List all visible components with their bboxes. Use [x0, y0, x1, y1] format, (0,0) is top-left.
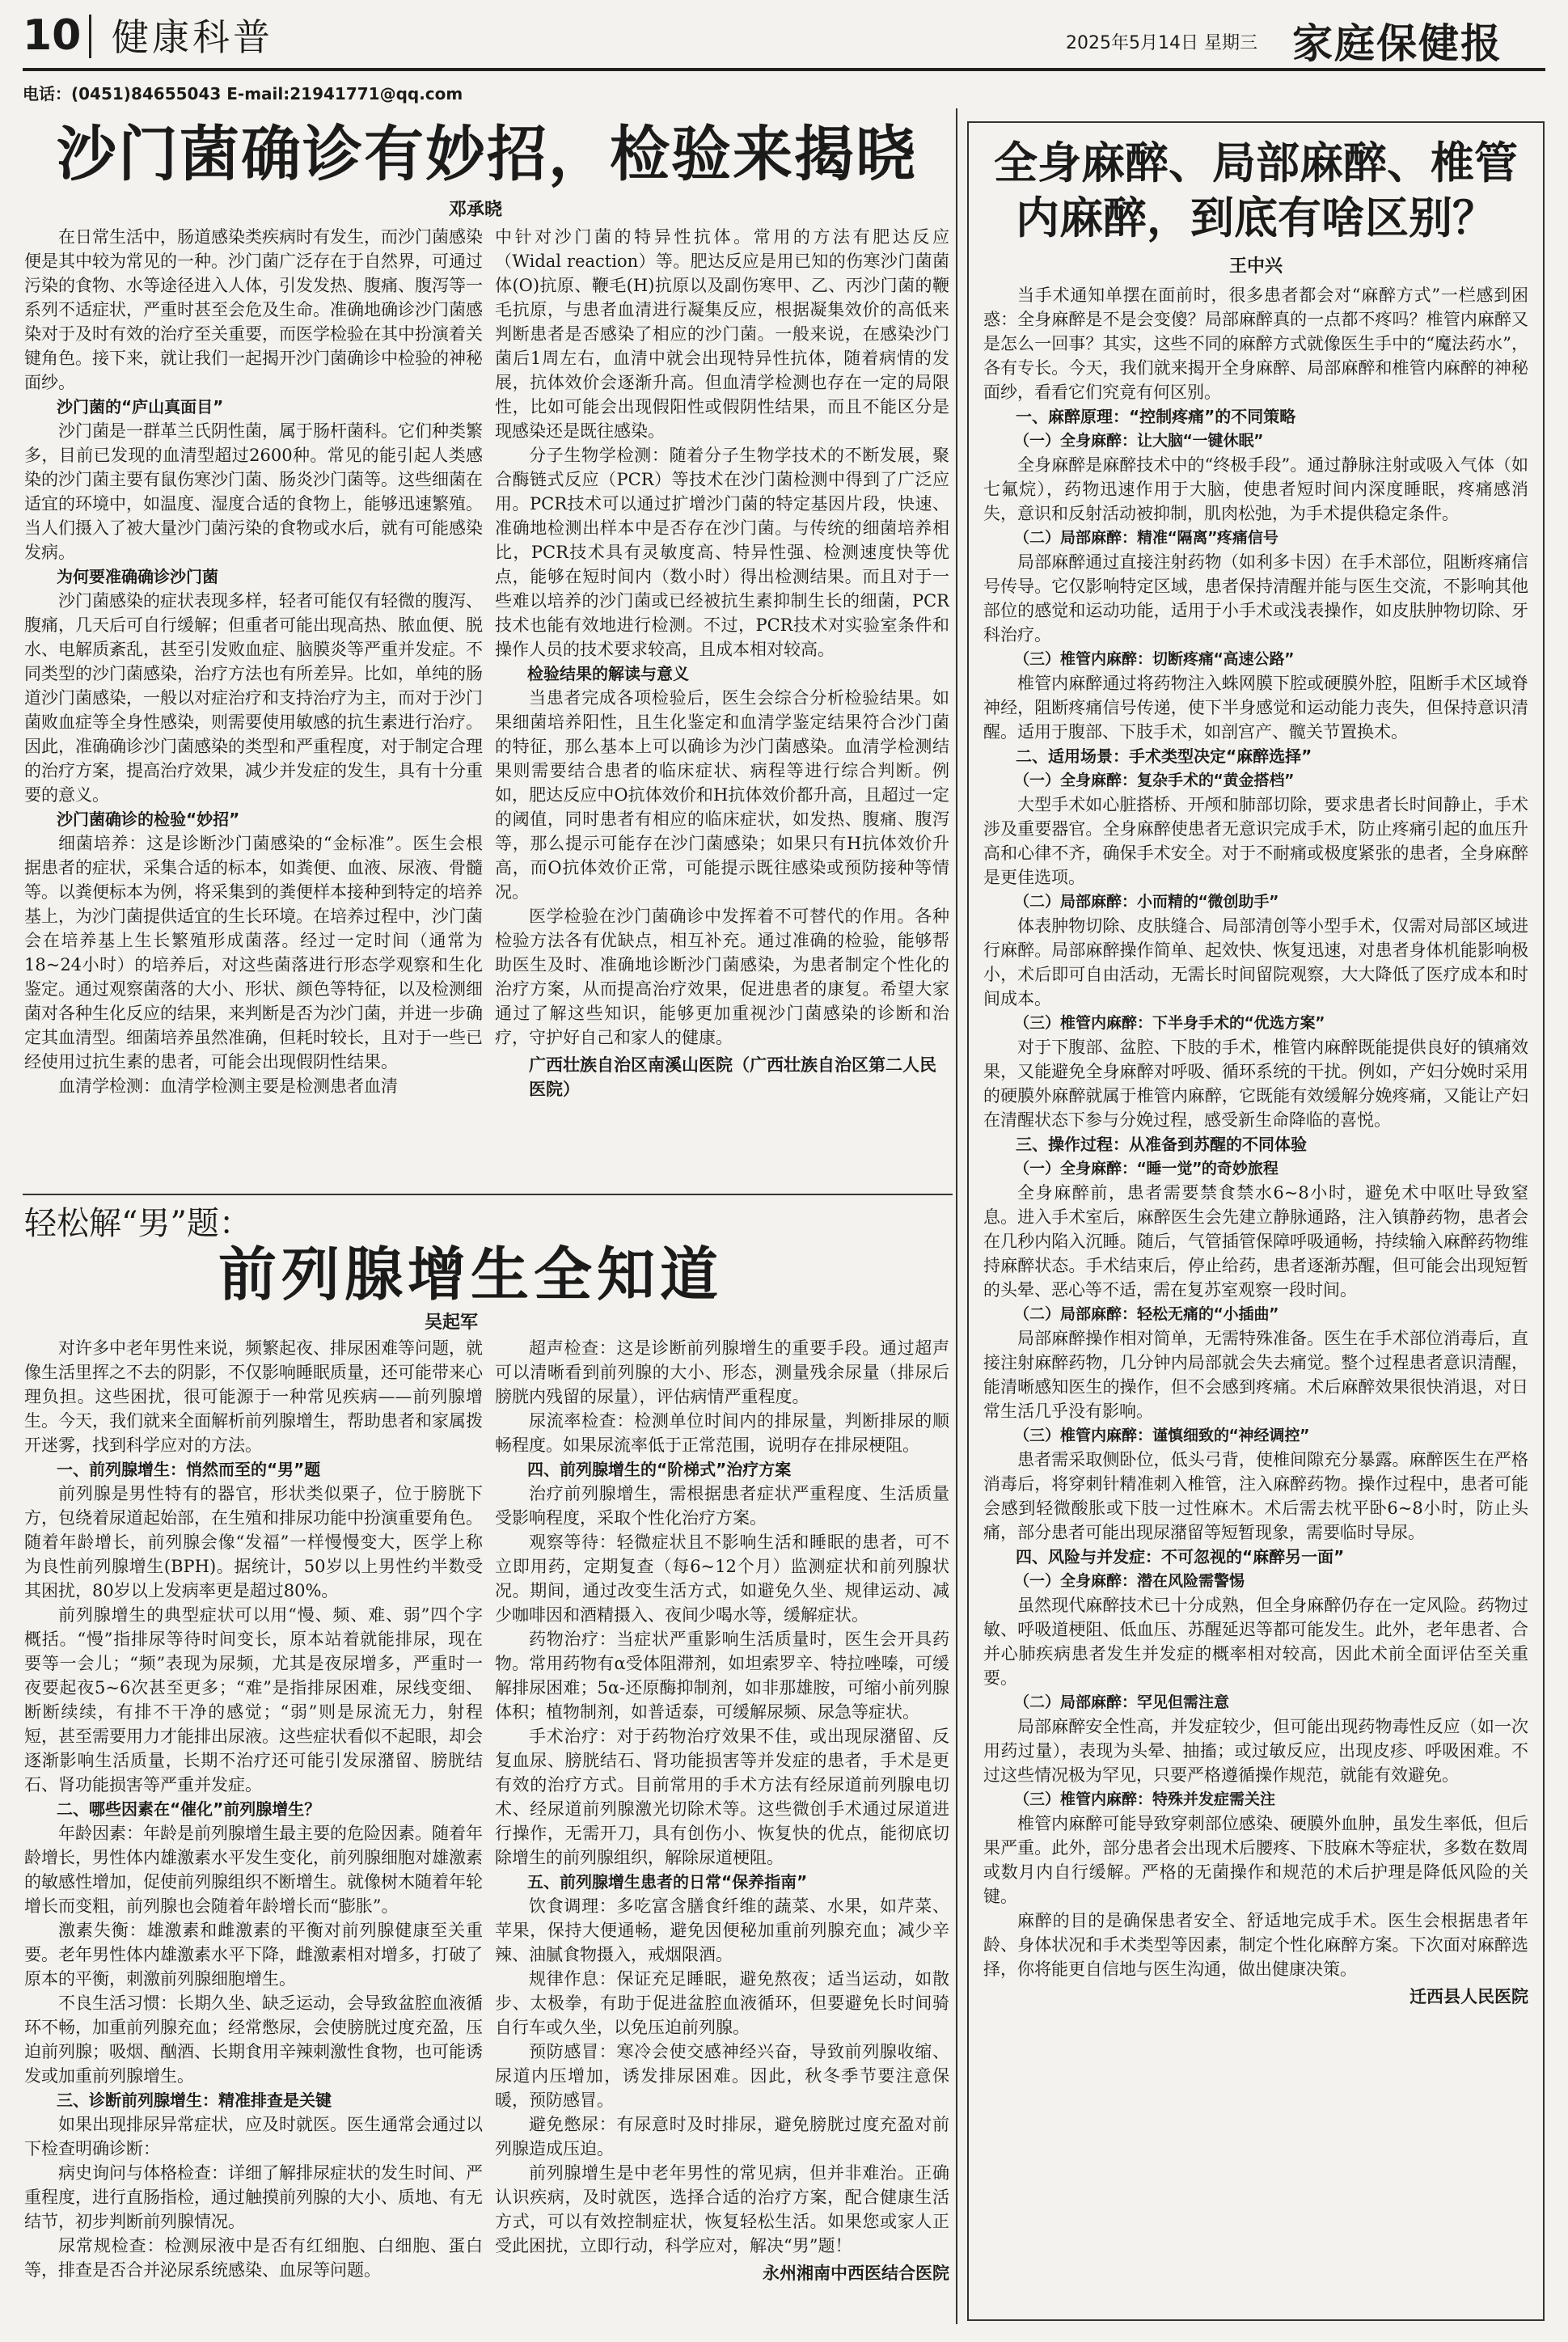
minor-heading: （二）局部麻醉：轻松无痛的“小插曲”: [1014, 1305, 1278, 1323]
article1-title: 沙门菌确诊有妙招，检验来揭晓: [57, 120, 917, 189]
subheading: 二、哪些因素在“催化”前列腺增生？: [57, 1799, 321, 1819]
article-divider: [23, 1194, 953, 1195]
paragraph: 局部麻醉通过直接注射药物（如利多卡因）在手术部位，阻断疼痛信号传导。它仅影响特定区域，患者保持清醒并能与医生交流，不影响其他部位的感觉和运动功能，适用于小手术或浅表操作，如皮肤肿物切除、牙科治疗。: [983, 552, 1528, 645]
masthead-divider: [89, 15, 91, 58]
paragraph: 观察等待：轻微症状且不影响生活和睡眠的患者，可不立即用药，定期复查（每6~12个月）监测症状和前列腺状况。期间，通过改变生活方式，如避免久坐、规律运动、减少咖啡因和酒精摄入、夜间少喝水等，缓解症状。: [495, 1532, 949, 1625]
contact-line: 电话：(0451)84655043 E-mail:21941771@qq.com: [23, 84, 463, 104]
section-name: 健康科普: [112, 15, 273, 59]
article3-column: [983, 283, 1528, 2308]
minor-heading: （三）椎管内麻醉：谨慎细致的“神经调控”: [1014, 1427, 1309, 1444]
paragraph: 在日常生活中，肠道感染类疾病时有发生，而沙门菌感染便是其中较为常见的一种。沙门菌广泛存在于自然界，可通过污染的食物、水等途径进入人体，引发发热、腹痛、腹泻等一系列不适症状，严重时甚至会危及生命。准确地确诊沙门菌感染对于及时有效的治疗至关重要，而医学检验在其中扮演着关键角色。接下来，就让我们一起揭开沙门菌确诊中检验的神秘面纱。: [24, 227, 483, 392]
paragraph: 中针对沙门菌的特异性抗体。常用的方法有肥达反应（Widal reaction）等。肥达反应是用已知的伤寒沙门菌菌体(O)抗原、鞭毛(H)抗原以及副伤寒甲、乙、丙沙门菌的鞭毛抗原，与患者血清进行凝集反应，根据凝集效价的高低来判断患者是否感染了相应的沙门菌。一般来说，在感染沙门菌后1周左右，血清中就会出现特异性抗体，随着病情的发展，抗体效价会逐渐升高。但血清学检测也存在一定的局限性，比如可能会出现假阳性或假阴性结果，而且不能区分是现感染还是既往感染。: [495, 227, 949, 441]
minor-heading: （一）全身麻醉：潜在风险需警惕: [1014, 1572, 1245, 1590]
article2-column1: [24, 1336, 483, 2334]
article2-kicker: 轻松解“男”题：: [24, 1205, 251, 1242]
paragraph: 激素失衡：雄激素和雌激素的平衡对前列腺健康至关重要。老年男性体内雄激素水平下降，雌激素相对增多，打破了原本的平衡，刺激前列腺细胞增生。: [24, 1921, 483, 1989]
paragraph: 对于下腹部、盆腔、下肢的手术，椎管内麻醉既能提供良好的镇痛效果，又能避免全身麻醉对呼吸、循环系统的干扰。例如，产妇分娩时采用的硬膜外麻醉就属于椎管内麻醉，它既能有效缓解分娩疼痛，又能让产妇在清醒状态下参与分娩过程，感受新生命降临的喜悦。: [983, 1038, 1528, 1130]
paragraph: 血清学检测：血清学检测主要是检测患者血清: [58, 1076, 398, 1096]
subheading: 检验结果的解读与意义: [527, 664, 689, 683]
paragraph: 椎管内麻醉通过将药物注入蛛网膜下腔或硬膜外腔，阻断手术区域脊神经，阻断疼痛信号传递，使下半身感觉和运动能力丧失，但保持意识清醒。适用于腹部、下肢手术，如剖宫产、髋关节置换术。: [983, 674, 1528, 742]
paragraph: 细菌培养：这是诊断沙门菌感染的“金标准”。医生会根据患者的症状，采集合适的标本，如粪便、血液、尿液、骨髓等。以粪便标本为例，将采集到的粪便样本接种到特定的培养基上，为沙门菌提供适宜的生长环境。在培养过程中，沙门菌会在培养基上生长繁殖形成菌落。经过一定时间（通常为18~24小时）的培养后，对这些菌落进行形态学观察和生化鉴定。通过观察菌落的大小、形状、颜色等特征，以及检测细菌对各种生化反应的结果，来判断是否为沙门菌，并进一步确定其血清型。细菌培养虽然准确，但耗时较长，且对于一些已经使用过抗生素的患者，可能会出现假阴性结果。: [24, 834, 483, 1072]
hospital-credit: 广西壮族自治区南溪山医院（广西壮族自治区第二人民医院）: [529, 1055, 936, 1099]
minor-heading: （二）局部麻醉：小而精的“微创助手”: [1014, 893, 1278, 911]
column-divider: [956, 108, 957, 2324]
paragraph: 虽然现代麻醉技术已十分成熟，但全身麻醉仍存在一定风险。药物过敏、呼吸道梗阻、低血压、苏醒延迟等都可能发生。此外，老年患者、合并心肺疾病患者发生并发症的概率相对较高，因此术前全面评估至关重要。: [983, 1596, 1528, 1688]
article2-column2: [495, 1336, 949, 2334]
paragraph: 避免憋尿：有尿意时及时排尿，避免膀胱过度充盈对前列腺造成压迫。: [495, 2115, 949, 2158]
subheading: 沙门菌确诊的检验“妙招”: [57, 810, 240, 829]
minor-heading: （三）椎管内麻醉：下半身手术的“优选方案”: [1014, 1014, 1325, 1032]
newspaper-name: 家庭保健报: [1292, 19, 1502, 67]
article3-author: 王中兴: [1228, 256, 1283, 277]
paragraph: 全身麻醉是麻醉技术中的“终极手段”。通过静脉注射或吸入气体（如七氟烷），药物迅速作用于大脑，使患者短时间内深度睡眠，疼痛感消失，意识和反射活动被抑制，肌肉松弛，为手术提供稳定条件。: [983, 455, 1528, 523]
minor-heading: （三）椎管内麻醉：切断疼痛“高速公路”: [1014, 650, 1294, 668]
subheading: 四、风险与并发症：不可忽视的“麻醉另一面”: [1016, 1547, 1345, 1566]
article1-column1: [24, 225, 483, 1186]
paragraph: 前列腺是男性特有的器官，形状类似栗子，位于膀胱下方，包绕着尿道起始部，在生殖和排尿功能中扮演重要角色。随着年龄增长，前列腺会像“发福”一样慢慢变大，医学上称为良性前列腺增生(BPH)。据统计，50岁以上男性约半数受其困扰，80岁以上发病率更是超过80%。: [24, 1484, 483, 1600]
paragraph: 体表肿物切除、皮肤缝合、局部清创等小型手术，仅需对局部区域进行麻醉。局部麻醉操作简单、起效快、恢复迅速，对患者身体机能影响极小，术后即可自由活动，无需长时间留院观察，大大降低了医疗成本和时间成本。: [983, 916, 1528, 1008]
article3-title-line1: 全身麻醉、局部麻醉、椎管: [994, 137, 1518, 188]
paragraph: 当手术通知单摆在面前时，很多患者都会对“麻醉方式”一栏感到困惑：全身麻醉是不是会变傻？局部麻醉真的一点都不疼吗？椎管内麻醉又是怎么一回事？其实，这些不同的麻醉方式就像医生手中的“魔法药水”，各有专长。今天，我们就来揭开全身麻醉、局部麻醉和椎管内麻醉的神秘面纱，看看它们究竟有何区别。: [983, 285, 1528, 402]
paragraph: 饮食调理：多吃富含膳食纤维的蔬菜、水果，如芹菜、苹果，保持大便通畅，避免因便秘加重前列腺充血；减少辛辣、油腻食物摄入，戒烟限酒。: [495, 1896, 949, 1964]
paragraph: 超声检查：这是诊断前列腺增生的重要手段。通过超声可以清晰看到前列腺的大小、形态，测量残余尿量（排尿后膀胱内残留的尿量），评估病情严重程度。: [495, 1338, 949, 1406]
minor-heading: （二）局部麻醉：罕见但需注意: [1014, 1693, 1230, 1711]
subheading: 三、操作过程：从准备到苏醒的不同体验: [1016, 1135, 1307, 1154]
paragraph: 对许多中老年男性来说，频繁起夜、排尿困难等问题，就像生活里挥之不去的阴影，不仅影响睡眠质量，还可能带来心理负担。这些困扰，很可能源于一种常见疾病——前列腺增生。今天，我们就来全面解析前列腺增生，帮助患者和家属拨开迷雾，找到科学应对的方法。: [24, 1338, 483, 1455]
paragraph: 局部麻醉操作相对简单，无需特殊准备。医生在手术部位消毒后，直接注射麻醉药物，几分钟内局部就会失去痛觉。整个过程患者意识清醒，能清晰感知医生的操作，但不会感到疼痛。术后麻醉效果很快消退，对日常生活几乎没有影响。: [983, 1329, 1528, 1421]
paragraph: 分子生物学检测：随着分子生物学技术的不断发展，聚合酶链式反应（PCR）等技术在沙门菌检测中得到了广泛应用。PCR技术可以通过扩增沙门菌的特定基因片段，快速、准确地检测出样本中是否存在沙门菌。与传统的细菌培养相比，PCR技术具有灵敏度高、特异性强、检测速度快等优点，能够在短时间内（数小时）得出检测结果。而且对于一些难以培养的沙门菌或已经被抗生素抑制生长的细菌，PCR技术也能有效地进行检测。不过，PCR技术对实验室条件和操作人员的技术要求较高，且成本相对较高。: [495, 446, 949, 659]
paragraph: 当患者完成各项检验后，医生会综合分析检验结果。如果细菌培养阳性，且生化鉴定和血清学鉴定结果符合沙门菌的特征，那么基本上可以确诊为沙门菌感染。血清学检测结果则需要结合患者的临床症状、病程等进行综合判断。例如，肥达反应中O抗体效价和H抗体效价都升高，且超过一定的阈值，同时患者有相应的临床症状，如发热、腹痛、腹泻等，那么提示可能存在沙门菌感染；如果只有H抗体效价升高，而O抗体效价正常，可能提示既往感染或预防接种等情况。: [495, 688, 949, 902]
paragraph: 椎管内麻醉可能导致穿刺部位感染、硬膜外血肿，虽发生率低，但后果严重。此外，部分患者会出现术后腰疼、下肢麻木等症状，多数在数周或数月内自行缓解。严格的无菌操作和规范的术后护理是降低风险的关键。: [983, 1814, 1528, 1906]
paragraph: 麻醉的目的是确保患者安全、舒适地完成手术。医生会根据患者年龄、身体状况和手术类型等因素，制定个性化麻醉方案。下次面对麻醉选择，你将能更自信地与医生沟通，做出健康决策。: [983, 1911, 1528, 1979]
paragraph: 前列腺增生是中老年男性的常见病，但并非难治。正确认识疾病，及时就医，选择合适的治疗方案，配合健康生活方式，可以有效控制症状，恢复轻松生活。如果您或家人正受此困扰，立即行动，科学应对，解决“男”题！: [495, 2163, 949, 2255]
paragraph: 手术治疗：对于药物治疗效果不佳，或出现尿潴留、反复血尿、膀胱结石、肾功能损害等并发症的患者，手术是更有效的治疗方式。目前常用的手术方法有经尿道前列腺电切术、经尿道前列腺激光切除术等。这些微创手术通过尿道进行操作，无需开刀，具有创伤小、恢复快的优点，能彻底切除增生的前列腺组织，解除尿道梗阻。: [495, 1727, 949, 1867]
subheading: 一、麻醉原理：“控制疼痛”的不同策略: [1016, 407, 1296, 426]
paragraph: 治疗前列腺增生，需根据患者症状严重程度、生活质量受影响程度，采取个性化治疗方案。: [495, 1484, 949, 1528]
subheading: 为何要准确确诊沙门菌: [57, 567, 218, 586]
paragraph: 沙门菌感染的症状表现多样，轻者可能仅有轻微的腹泻、腹痛，几天后可自行缓解；但重者可能出现高热、脓血便、脱水、电解质紊乱，甚至引发败血症、脑膜炎等严重并发症。不同类型的沙门菌感染，治疗方法也有所差异。比如，单纯的肠道沙门菌感染，一般以对症治疗和支持治疗为主，而对于沙门菌败血症等全身性感染，则需要使用敏感的抗生素进行治疗。因此，准确确诊沙门菌感染的类型和严重程度，对于制定合理的治疗方案，提高治疗效果，减少并发症的发生，具有十分重要的意义。: [24, 591, 483, 805]
paragraph: 病史询问与体格检查：详细了解排尿症状的发生时间、严重程度，进行直肠指检，通过触摸前列腺的大小、质地、有无结节，初步判断前列腺情况。: [24, 2163, 483, 2231]
paragraph: 药物治疗：当症状严重影响生活质量时，医生会开具药物。常用药物有α受体阻滞剂，如坦索罗辛、特拉唑嗪，可缓解排尿困难；5α-还原酶抑制剂，如非那雄胺，可缩小前列腺体积；植物制剂，如普适泰，可缓解尿频、尿急等症状。: [495, 1630, 949, 1722]
issue-date: 2025年5月14日 星期三: [1066, 33, 1257, 53]
subheading: 四、前列腺增生的“阶梯式”治疗方案: [527, 1460, 792, 1479]
paragraph: 尿常规检查：检测尿液中是否有红细胞、白细胞、蛋白等，排查是否合并泌尿系统感染、血尿等问题。: [24, 2236, 483, 2280]
paragraph: 尿流率检查：检测单位时间内的排尿量，判断排尿的顺畅程度。如果尿流率低于正常范围，说明存在排尿梗阻。: [495, 1411, 949, 1455]
subheading: 三、诊断前列腺增生：精准排查是关键: [57, 2090, 332, 2110]
article1-author: 邓承晓: [449, 200, 503, 220]
masthead: [23, 10, 1545, 76]
paragraph: 年龄因素：年龄是前列腺增生最主要的危险因素。随着年龄增长，男性体内雄激素水平发生变化，前列腺细胞对雄激素的敏感性增加，促使前列腺组织不断增生。就像树木随着年轮增长而变粗，前列腺也会随着年龄增长而“膨胀”。: [24, 1824, 483, 1916]
article2-author: 吴起军: [425, 1313, 479, 1333]
paragraph: 沙门菌是一群革兰氏阴性菌，属于肠杆菌科。它们种类繁多，目前已发现的血清型超过2600种。常见的能引起人类感染的沙门菌主要有鼠伤寒沙门菌、肠炎沙门菌等。这些细菌在适宜的环境中，如温度、湿度合适的食物上，能够迅速繁殖。当人们摄入了被大量沙门菌污染的食物或水后，就有可能感染发病。: [24, 421, 483, 562]
subheading: 沙门菌的“庐山真面目”: [57, 397, 224, 416]
paragraph: 前列腺增生的典型症状可以用“慢、频、难、弱”四个字概括。“慢”指排尿等待时间变长，原本站着就能排尿，现在要等一会儿；“频”表现为尿频，尤其是夜尿增多，严重时一夜要起夜5~6次甚至更多；“难”是指排尿困难，尿线变细、断断续续，有排不干净的感觉；“弱”则是尿流无力，射程短，甚至需要用力才能排出尿液。这些症状看似不起眼，却会逐渐影响生活质量，长期不治疗还可能引发尿潴留、膀胱结石、肾功能损害等严重并发症。: [24, 1605, 483, 1795]
subheading: 一、前列腺增生：悄然而至的“男”题: [57, 1460, 321, 1479]
article2-title: 前列腺增生全知道: [218, 1240, 724, 1308]
paragraph: 局部麻醉安全性高，并发症较少，但可能出现药物毒性反应（如一次用药过量），表现为头晕、抽搐；或过敏反应，出现皮疹、呼吸困难。不过这些情况极为罕见，只要严格遵循操作规范，就能有效避免。: [983, 1717, 1528, 1785]
paragraph: 预防感冒：寒冷会使交感神经兴奋，导致前列腺收缩、尿道内压增加，诱发排尿困难。因此，秋冬季节要注意保暖，预防感冒。: [495, 2042, 949, 2110]
minor-heading: （二）局部麻醉：精准“隔离”疼痛信号: [1014, 529, 1278, 547]
paragraph: 全身麻醉前，患者需要禁食禁水6~8小时，避免术中呕吐导致窒息。进入手术室后，麻醉医生会先建立静脉通路，注入镇静药物，患者会在几秒内陷入沉睡。随后，气管插管保障呼吸通畅，持续输入麻醉药物维持麻醉状态。手术结束后，停止给药，患者逐渐苏醒，但可能会出现短暂的头晕、恶心等不适，需在复苏室观察一段时间。: [983, 1183, 1528, 1300]
article1-column2: [495, 225, 949, 1186]
minor-heading: （三）椎管内麻醉：特殊并发症需关注: [1014, 1790, 1276, 1808]
paragraph: 医学检验在沙门菌确诊中发挥着不可替代的作用。各种检验方法各有优缺点，相互补充。通过准确的检验，能够帮助医生及时、准确地诊断沙门菌感染，为患者制定个性化的治疗方案，从而提高治疗效果，促进患者的康复。希望大家通过了解这些知识，能够更加重视沙门菌感染的诊断和治疗，守护好自己和家人的健康。: [495, 907, 949, 1047]
minor-heading: （一）全身麻醉：复杂手术的“黄金搭档”: [1014, 772, 1294, 789]
minor-heading: （一）全身麻醉：让大脑“一键休眠”: [1014, 432, 1263, 450]
masthead-rule: [23, 68, 1545, 71]
page-number: 10: [23, 11, 82, 60]
paragraph: 不良生活习惯：长期久坐、缺乏运动，会导致盆腔血液循环不畅，加重前列腺充血；经常憋尿，会使膀胱过度充盈，压迫前列腺；吸烟、酗酒、长期食用辛辣刺激性食物，也可能诱发或加重前列腺增生。: [24, 1993, 483, 2086]
hospital-credit: 永州湘南中西医结合医院: [763, 2264, 949, 2283]
subheading: 五、前列腺增生患者的日常“保养指南”: [527, 1872, 808, 1892]
paragraph: 大型手术如心脏搭桥、开颅和肺部切除，要求患者长时间静止，手术涉及重要器官。全身麻醉使患者无意识完成手术，防止疼痛引起的血压升高和心律不齐，确保手术安全。对于不耐痛或极度紧张的患者，全身麻醉是更佳选项。: [983, 795, 1528, 887]
hospital-credit: 迁西县人民医院: [1410, 1987, 1528, 2006]
paragraph: 患者需采取侧卧位，低头弓背，使椎间隙充分暴露。麻醉医生在严格消毒后，将穿刺针精准刺入椎管，注入麻醉药物。操作过程中，患者可能会感到轻微酸胀或下肢一过性麻木。术后需去枕平卧6~8小时，防止头痛，部分患者可能出现尿潴留等短暂现象，需要临时导尿。: [983, 1450, 1528, 1542]
paragraph: 如果出现排尿异常症状，应及时就医。医生通常会通过以下检查明确诊断：: [24, 2115, 483, 2158]
minor-heading: （一）全身麻醉：“睡一觉”的奇妙旅程: [1014, 1160, 1278, 1177]
subheading: 二、适用场景：手术类型决定“麻醉选择”: [1016, 746, 1312, 766]
article3-title-line2: 内麻醉，到底有啥区别？: [1016, 192, 1496, 243]
paragraph: 规律作息：保证充足睡眠，避免熬夜；适当运动，如散步、太极拳，有助于促进盆腔血液循环，但要避免长时间骑自行车或久坐，以免压迫前列腺。: [495, 1969, 949, 2037]
